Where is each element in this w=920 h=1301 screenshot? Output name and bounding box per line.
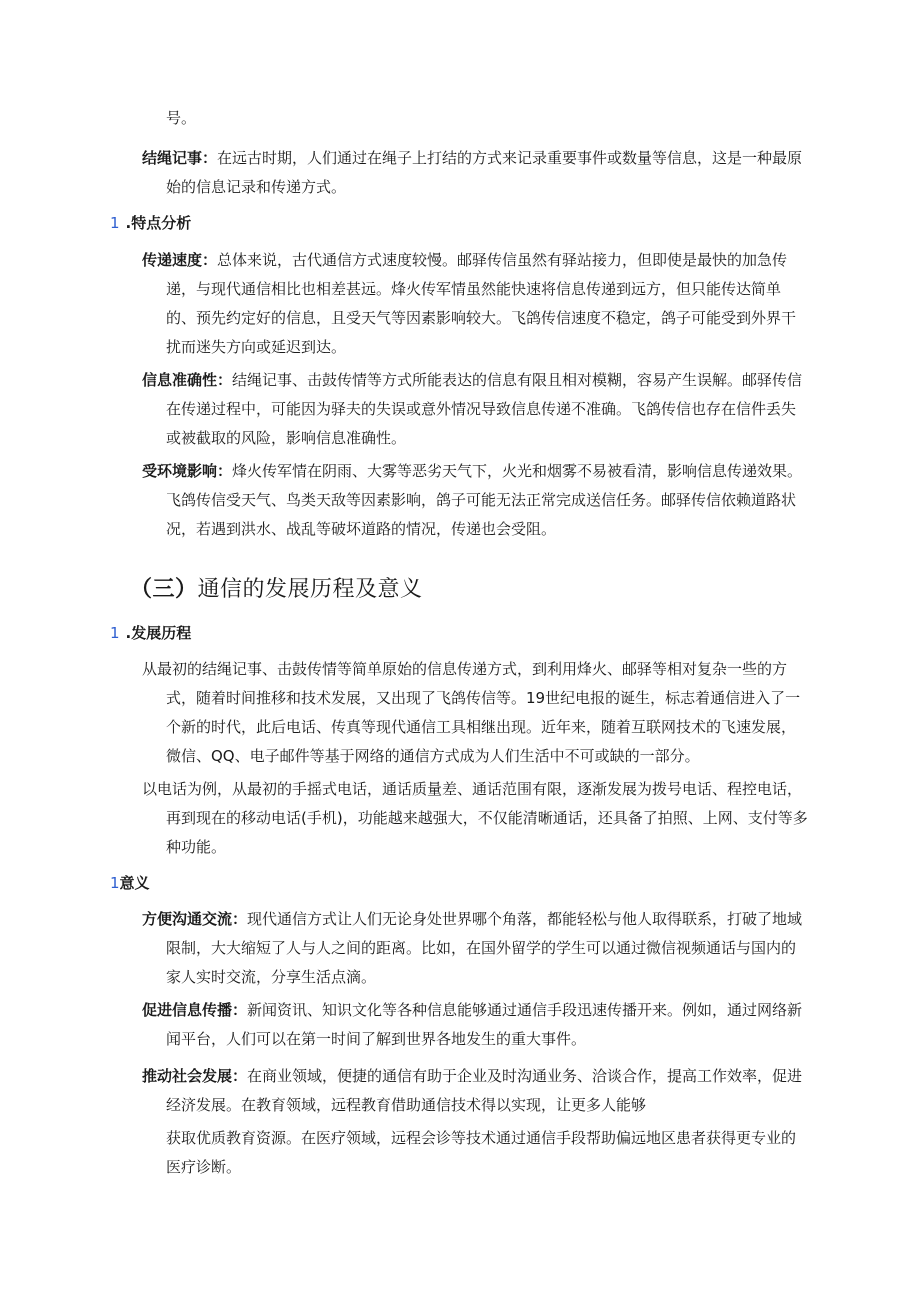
accuracy-text: 结绳记事、击鼓传情等方式所能表达的信息有限且相对模糊，容易产生误解。邮驿传信在传递过程中，可能因为驿夫的失误或意外情况导致信息传递不准确。飞鸽传信也存在信件丢失或被截取的风险，影响信息准确性。 [166, 371, 803, 447]
convenience-paragraph [142, 905, 810, 992]
speed-term: 传递速度： [142, 251, 218, 269]
society-continuation [166, 1124, 810, 1182]
top-fragment-text: 号。 [166, 109, 197, 127]
section-heading [130, 575, 423, 605]
spread-paragraph [142, 996, 810, 1054]
jieshen-text: 在远古时期，人们通过在绳子上打结的方式来记录重要事件或数量等信息，这是一种最原始的信息记录和传递方式。 [166, 149, 803, 196]
top-fragment [166, 104, 810, 133]
accuracy-paragraph [142, 366, 810, 453]
history-paragraph-1 [142, 655, 810, 771]
spread-text: 新闻资讯、知识文化等各种信息能够通过通信手段迅速传播开来。例如，通过网络新闻平台，人们可以在第一时间了解到世界各地发生的重大事件。 [166, 1001, 803, 1048]
history-text-1: 从最初的结绳记事、击鼓传情等简单原始的信息传递方式，到利用烽火、邮驿等相对复杂一些的方式，随着时间推移和技术发展，又出现了飞鸽传信等。19世纪电报的诞生，标志着通信进入了一个新的时代，此后电话、传真等现代通信工具相继出现。近年来，随着互联网技术的飞速发展，微信、QQ、电子邮件等基于网络的通信方式成为人们生活中不可或缺的一部分。 [142, 660, 801, 765]
environment-text: 烽火传军情在阴雨、大雾等恶劣天气下，火光和烟雾不易被看清，影响信息传递效果。飞鸽传信受天气、鸟类天敌等因素影响，鸽子可能无法正常完成送信任务。邮驿传信依赖道路状况，若遇到洪水、战乱等破坏道路的情况，传递也会受阻。 [166, 462, 803, 538]
speed-text: 总体来说，古代通信方式速度较慢。邮驿传信虽然有驿站接力，但即使是最快的加急传递，与现代通信相比也相差甚远。烽火传军情虽然能快速将信息传递到远方，但只能传达简单的、预先约定好的信息，且受天气等因素影响较大。飞鸽传信速度不稳定，鸽子可能受到外界干扰而迷失方向或延迟到达。 [166, 251, 797, 356]
speed-paragraph [142, 246, 810, 362]
society-continuation-text: 获取优质教育资源。在医疗领域，远程会诊等技术通过通信手段帮助偏远地区患者获得更专业的医疗诊断。 [166, 1129, 797, 1176]
heading-number: 三 [152, 577, 176, 602]
subheading-number: 1 [110, 624, 120, 642]
environment-paragraph [142, 457, 810, 544]
convenience-text: 现代通信方式让人们无论身处世界哪个角落，都能轻松与他人取得联系，打破了地域限制，大大缩短了人与人之间的距离。比如，在国外留学的学生可以通过微信视频通话与国内的家人实时交流，分享生活点滴。 [166, 910, 803, 986]
jieshen-term: 结绳记事： [142, 149, 218, 167]
history-text-2: 以电话为例，从最初的手摇式电话，通话质量差、通话范围有限，逐渐发展为拨号电话、程控电话，再到现在的移动电话(手机)，功能越来越强大，不仅能清晰通话，还具备了拍照、上网、支付等多种功能。 [142, 780, 808, 856]
subheading-number: 1 [110, 874, 120, 892]
convenience-term: 方便沟通交流： [142, 910, 248, 928]
jieshen-paragraph [142, 144, 810, 202]
subheading-significance [110, 872, 150, 894]
spread-term: 促进信息传播： [142, 1001, 248, 1019]
society-text: 在商业领域，便捷的通信有助于企业及时沟通业务、洽谈合作，提高工作效率，促进经济发展。在教育领域，远程教育借助通信技术得以实现，让更多人能够 [166, 1067, 803, 1114]
subheading-title: 意义 [119, 874, 150, 892]
subheading-title: .特点分析 [125, 214, 192, 232]
heading-paren-close: ） [175, 577, 198, 602]
subheading-history [110, 622, 191, 644]
accuracy-term: 信息准确性： [142, 371, 233, 389]
subheading-features [110, 212, 191, 234]
history-paragraph-2 [142, 775, 810, 862]
heading-paren-open: （ [130, 577, 153, 602]
heading-title: 通信的发展历程及意义 [197, 577, 423, 602]
society-paragraph [142, 1062, 810, 1120]
subheading-number: 1 [110, 214, 120, 232]
subheading-title: .发展历程 [125, 624, 192, 642]
society-term: 推动社会发展： [142, 1067, 248, 1085]
environment-term: 受环境影响： [142, 462, 233, 480]
